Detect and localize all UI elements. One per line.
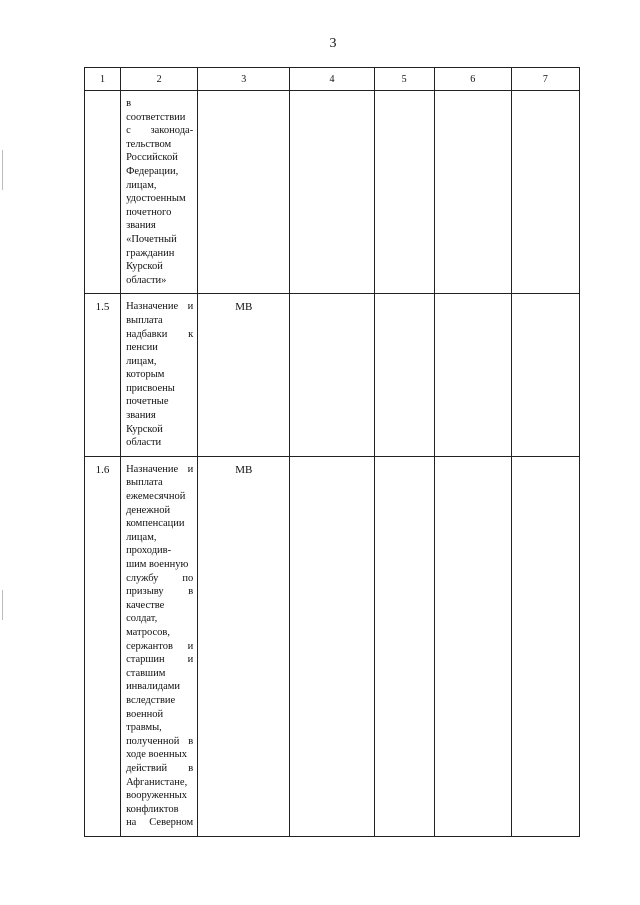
description-line: качестве [126,599,165,611]
description-line: звания [126,410,156,422]
description-cell [121,91,198,294]
description-line: пенсии [126,342,158,354]
description-line: тельством [126,138,172,150]
description-line: Курской [126,423,163,435]
description-line: проходив- [126,545,172,557]
description-line: выплата [126,477,163,489]
description-line: Назначение и [126,301,194,313]
executor-cell: МВ [198,294,290,457]
description-line: военной [126,708,164,720]
empty-cell-col-6 [434,456,511,836]
empty-cell-col-4 [290,91,374,294]
description-line: области [126,437,162,449]
description-cell [121,456,198,836]
description-line: Афганистане, [126,776,188,788]
empty-cell-col-4 [290,294,374,457]
description-line: денежной [126,504,171,516]
empty-cell-col-5 [374,456,434,836]
row-number-cell: 1.5 [85,294,121,457]
empty-cell-col-5 [374,91,434,294]
column-header: 2 [121,68,198,91]
description-line: шим военную [126,559,189,570]
description-line: соответствии [126,111,186,123]
description-line: конфликтов [126,803,179,815]
empty-cell-col-4 [290,456,374,836]
description-line: полученной в [126,735,194,747]
description-line: старшин и [126,654,194,666]
description-line: надбавки к [126,328,194,340]
description-line: Курской [126,261,163,273]
description-line: Назначение и [126,463,194,475]
description-line: лицам, [126,531,157,543]
description-line: солдат, [126,613,158,625]
empty-cell-col-7 [511,91,579,294]
description-line: лицам, [126,179,157,191]
table-row [85,91,580,294]
description-line: вследствие [126,694,176,706]
description-line: на Северном [126,817,194,829]
description-line: службу по [126,572,194,584]
column-header: 1 [85,68,121,91]
description-line: «Почетный [126,233,177,245]
document-table [84,67,580,837]
column-header: 5 [374,68,434,91]
description-line: с законода- [126,125,194,137]
description-line: сержантов и [126,640,194,652]
description-line: лицам, [126,355,157,367]
description-line: удостоенным [126,193,186,205]
description-line: гражданин [126,247,175,259]
column-header: 3 [198,68,290,91]
description-line: в [126,98,132,109]
description-line: призыву в [126,586,194,598]
description-line: ставшим [126,667,166,679]
table-row [85,294,580,457]
empty-cell-col-7 [511,456,579,836]
description-line: области» [126,274,167,286]
empty-cell-col-6 [434,294,511,457]
description-line: ходе военных [126,749,187,761]
description-line: матросов, [126,626,170,638]
description-line: действий в [126,762,194,774]
row-number-cell: 1.6 [85,456,121,836]
description-line: почетного [126,206,172,218]
description-line: почетные [126,396,169,408]
description-line: компенсации [126,518,185,530]
page-number: 3 [329,36,337,51]
empty-cell-col-7 [511,294,579,457]
description-line: травмы, [126,722,162,734]
executor-cell [198,91,290,294]
description-line: инвалидами [126,681,180,693]
description-line: ежемесячной [126,491,186,503]
description-line: Российской [126,152,178,164]
column-header: 6 [434,68,511,91]
row-number-cell [85,91,121,294]
scan-edge-mark [2,150,3,190]
empty-cell-col-6 [434,91,511,294]
table-header-row [85,68,580,91]
column-header: 4 [290,68,374,91]
description-line: вооруженных [126,790,187,802]
description-line: звания [126,220,156,232]
description-cell [121,294,198,457]
description-line: присвоены [126,382,175,394]
description-line: Федерации, [126,165,179,177]
table-row [85,456,580,836]
description-line: выплата [126,314,163,326]
scan-edge-mark [2,590,3,620]
column-header: 7 [511,68,579,91]
executor-cell: МВ [198,456,290,836]
empty-cell-col-5 [374,294,434,457]
description-line: которым [126,369,165,381]
